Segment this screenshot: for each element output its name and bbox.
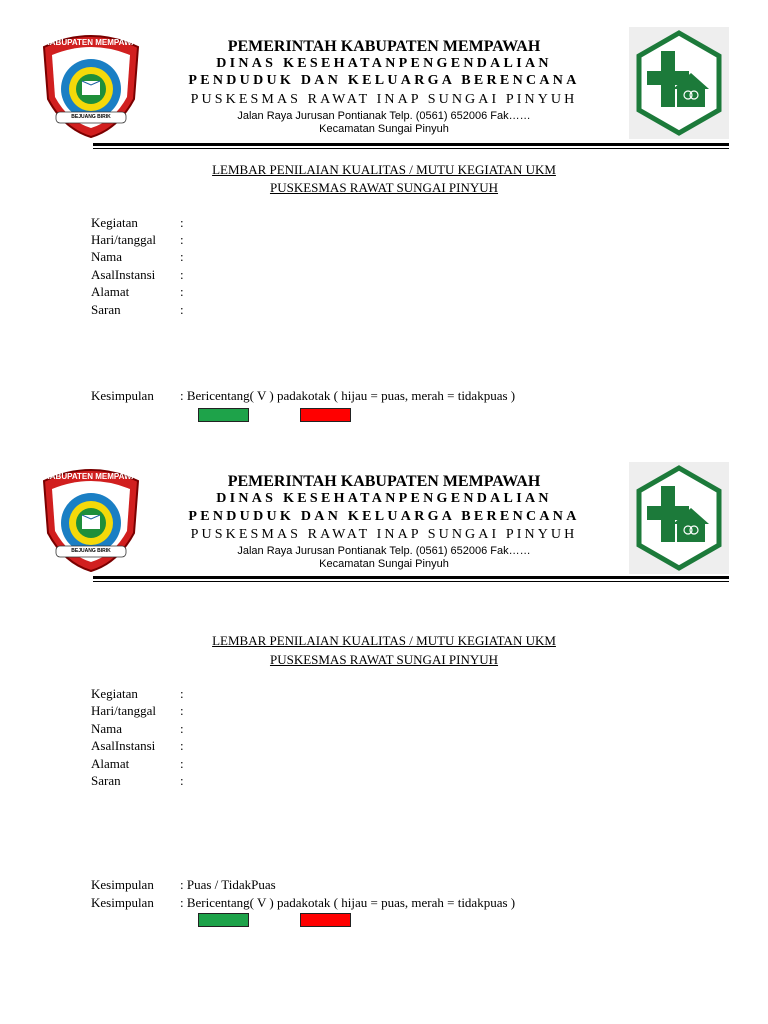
form-title-1: LEMBAR PENILAIAN KUALITAS / MUTU KEGIATAN UKM xyxy=(212,633,556,648)
field-label-asal-instansi: AsalInstansi xyxy=(91,738,156,753)
green-puas-checkbox[interactable] xyxy=(198,913,249,927)
letterhead-line4: PUSKESMAS RAWAT INAP SUNGAI PINYUH xyxy=(190,527,578,542)
letterhead-line3: PENDUDUK DAN KELUARGA BERENCANA xyxy=(188,509,580,524)
field-colon: : xyxy=(180,284,184,299)
field-label-alamat: Alamat xyxy=(91,756,130,771)
form-title-2: PUSKESMAS RAWAT SUNGAI PINYUH xyxy=(269,652,499,667)
letterhead-rule-thin xyxy=(93,581,729,582)
red-tidakpuas-checkbox[interactable] xyxy=(300,408,351,422)
kesimpulan-label: Kesimpulan xyxy=(91,388,154,403)
field-colon: : xyxy=(180,738,184,753)
field-label-hari-tanggal: Hari/tanggal xyxy=(91,232,156,247)
crest-motto: BEJUANG BIRIK xyxy=(71,114,111,120)
field-label-asal-instansi: AsalInstansi xyxy=(91,267,156,282)
field-colon: : xyxy=(180,267,184,282)
kabupaten-crest-logo xyxy=(38,463,144,573)
field-label-kegiatan: Kegiatan xyxy=(91,686,138,701)
field-label-kegiatan: Kegiatan xyxy=(91,215,138,230)
field-colon: : xyxy=(180,232,184,247)
kesimpulan-text: : Bericentang( V ) padakotak ( hijau = puas, merah = tidakpuas ) xyxy=(180,895,516,910)
letterhead-line1: PEMERINTAH KABUPATEN MEMPAWAH xyxy=(227,38,541,55)
letterhead-line2: DINAS KESEHATANPENGENDALIAN xyxy=(216,491,552,506)
field-label-nama: Nama xyxy=(91,249,123,264)
crest-motto: BEJUANG BIRIK xyxy=(71,548,111,554)
kesimpulan-text: : Bericentang( V ) padakotak ( hijau = puas, merah = tidakpuas ) xyxy=(180,388,516,403)
form-title-2: PUSKESMAS RAWAT SUNGAI PINYUH xyxy=(269,180,499,195)
green-puas-checkbox[interactable] xyxy=(198,408,249,422)
field-colon: : xyxy=(180,703,184,718)
letterhead-rule-thick xyxy=(93,576,729,579)
puskesmas-logo xyxy=(629,462,729,574)
field-colon: : xyxy=(180,721,184,736)
field-colon: : xyxy=(180,249,184,264)
letterhead-district: Kecamatan Sungai Pinyuh xyxy=(319,123,449,135)
kesimpulan-label: Kesimpulan xyxy=(91,895,154,910)
letterhead-address: Jalan Raya Jurusan Pontianak Telp. (0561) 652006 Fak…… xyxy=(237,110,531,122)
field-colon: : xyxy=(180,215,184,230)
letterhead-district: Kecamatan Sungai Pinyuh xyxy=(319,558,449,570)
field-label-saran: Saran xyxy=(91,773,121,788)
field-label-saran: Saran xyxy=(91,302,121,317)
field-label-nama: Nama xyxy=(91,721,123,736)
field-colon: : xyxy=(180,756,184,771)
kabupaten-crest-logo xyxy=(38,29,144,139)
form-title-1: LEMBAR PENILAIAN KUALITAS / MUTU KEGIATAN UKM xyxy=(212,162,556,177)
field-colon: : xyxy=(180,686,184,701)
puskesmas-logo xyxy=(629,27,729,139)
field-label-alamat: Alamat xyxy=(91,284,130,299)
letterhead-line2: DINAS KESEHATANPENGENDALIAN xyxy=(216,56,552,71)
field-label-hari-tanggal: Hari/tanggal xyxy=(91,703,156,718)
letterhead-line1: PEMERINTAH KABUPATEN MEMPAWAH xyxy=(227,473,541,490)
letterhead-line4: PUSKESMAS RAWAT INAP SUNGAI PINYUH xyxy=(190,92,578,107)
field-colon: : xyxy=(180,302,184,317)
letterhead-line3: PENDUDUK DAN KELUARGA BERENCANA xyxy=(188,73,580,88)
letterhead-rule-thick xyxy=(93,143,729,146)
crest-top-text: KABUPATEN MEMPAWAH xyxy=(44,38,143,47)
kesimpulan-puas-text: : Puas / TidakPuas xyxy=(180,877,276,892)
letterhead-address: Jalan Raya Jurusan Pontianak Telp. (0561) 652006 Fak…… xyxy=(237,545,531,557)
letterhead-rule-thin xyxy=(93,148,729,149)
field-colon: : xyxy=(180,773,184,788)
red-tidakpuas-checkbox[interactable] xyxy=(300,913,351,927)
kesimpulan-label: Kesimpulan xyxy=(91,877,154,892)
crest-top-text: KABUPATEN MEMPAWAH xyxy=(44,472,143,481)
